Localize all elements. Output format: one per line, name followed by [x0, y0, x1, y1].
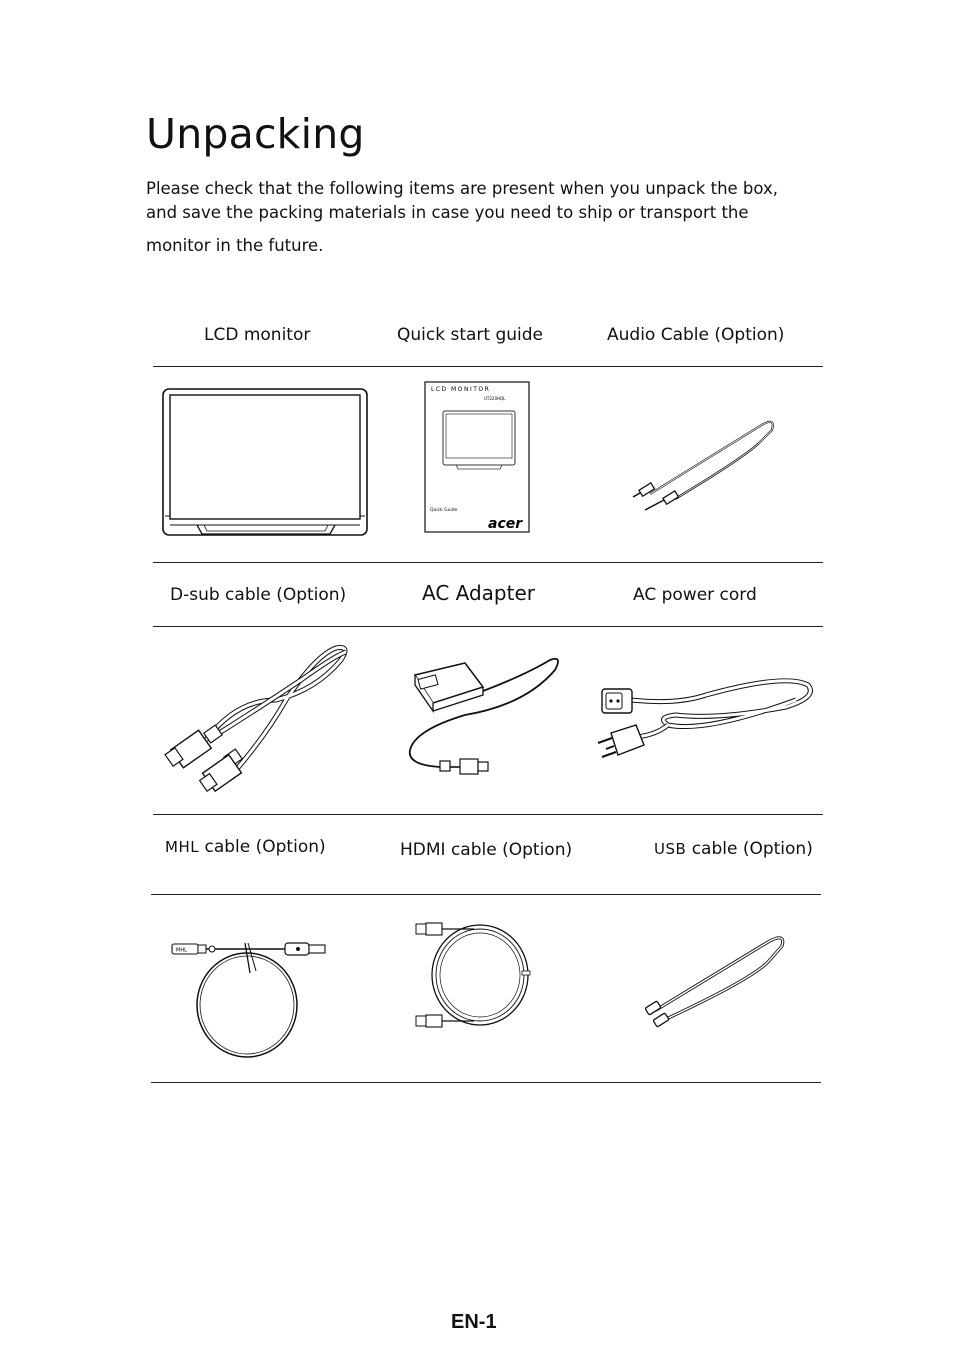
label-dsub-cable: D-sub cable (Option): [170, 585, 347, 605]
row-divider: [153, 366, 823, 367]
label-hdmi-cable: HDMI cable (Option): [400, 840, 573, 860]
label-quick-start-guide: Quick start guide: [397, 325, 544, 345]
label-lcd-monitor: LCD monitor: [204, 325, 311, 345]
label-ac-adapter: AC Adapter: [422, 581, 535, 605]
label-usb-prefix: USB: [654, 840, 687, 858]
row-divider: [153, 814, 823, 815]
row-divider: [153, 562, 823, 563]
dsub-cable-image: [166, 640, 356, 795]
ac-adapter-image: [405, 655, 565, 780]
page-title: Unpacking: [146, 110, 365, 158]
label-mhl-prefix: MHL: [165, 838, 200, 856]
label-usb-cable: [654, 839, 813, 859]
row-divider: [151, 894, 821, 895]
label-ac-power-cord: AC power cord: [633, 585, 757, 605]
label-mhl-cable: [165, 837, 326, 857]
row-divider: [151, 1082, 821, 1083]
mhl-plug-text: MHL: [176, 947, 187, 954]
intro-line-3: monitor in the future.: [146, 236, 324, 255]
label-usb-suffix: cable (Option): [686, 839, 813, 859]
quick-start-guide-image: [424, 381, 530, 533]
page-number: EN-1: [451, 1311, 497, 1333]
row-divider: [153, 626, 823, 627]
ac-power-cord-image: [596, 675, 816, 770]
guide-footer-text: Quick Guide: [430, 508, 458, 513]
guide-header-text: LCD MONITOR: [431, 386, 491, 393]
guide-model-text: UT220HQL: [484, 396, 506, 401]
label-mhl-suffix: cable (Option): [199, 837, 326, 857]
lcd-monitor-image: [162, 388, 370, 538]
hdmi-cable-image: [414, 917, 539, 1037]
mhl-cable-image: [170, 935, 335, 1070]
label-audio-cable: Audio Cable (Option): [607, 325, 785, 345]
audio-cable-image: [630, 414, 780, 514]
intro-line-2: and save the packing materials in case you need to ship or transport the: [146, 203, 749, 222]
usb-cable-image: [640, 932, 790, 1032]
acer-logo: acer: [488, 516, 523, 532]
intro-line-1: Please check that the following items are present when you unpack the box,: [146, 179, 778, 198]
